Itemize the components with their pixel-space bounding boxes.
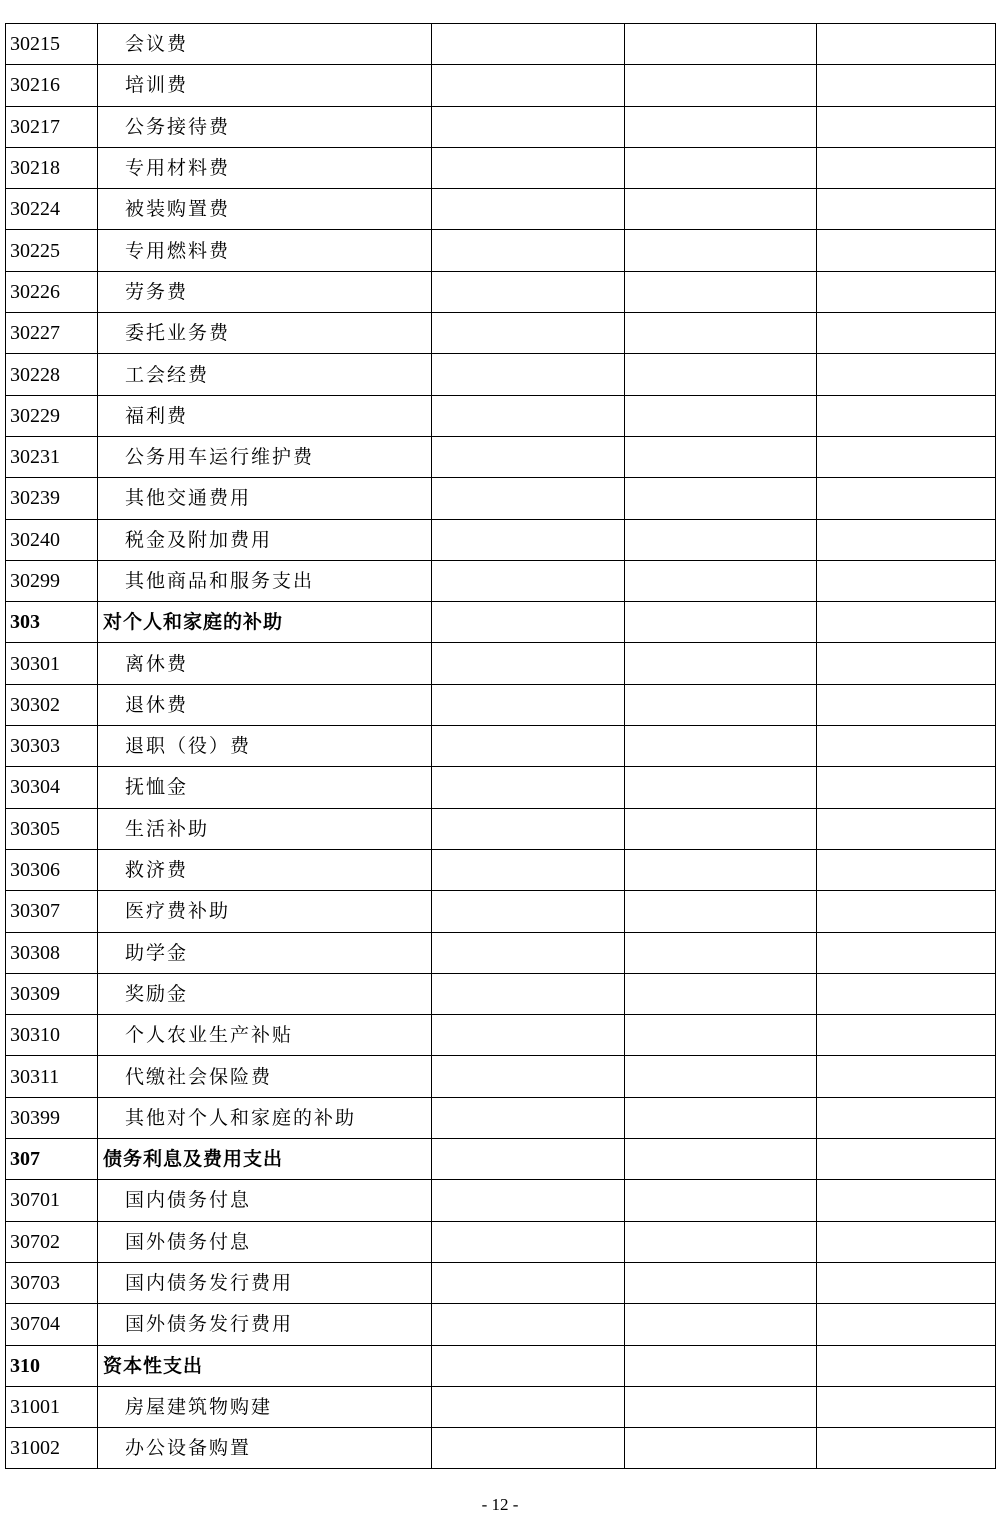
- amount-cell: [625, 973, 817, 1014]
- account-name-cell: 专用燃料费: [98, 230, 432, 271]
- amount-cell: [432, 849, 625, 890]
- amount-cell: [625, 1345, 817, 1386]
- account-code-cell: 30299: [6, 560, 98, 601]
- amount-cell: [817, 313, 996, 354]
- account-code-cell: 30311: [6, 1056, 98, 1097]
- amount-cell: [817, 1097, 996, 1138]
- account-name-cell: 办公设备购置: [98, 1428, 432, 1469]
- amount-cell: [625, 726, 817, 767]
- table-row: [6, 1221, 996, 1262]
- table-row: [6, 1056, 996, 1097]
- account-code-cell: 30703: [6, 1262, 98, 1303]
- account-code-cell: 30303: [6, 726, 98, 767]
- amount-cell: [817, 726, 996, 767]
- account-name-cell: 抚恤金: [98, 767, 432, 808]
- account-code-cell: 31001: [6, 1386, 98, 1427]
- table-row: [6, 106, 996, 147]
- account-name-cell: 工会经费: [98, 354, 432, 395]
- amount-cell: [432, 24, 625, 65]
- account-name-cell: 医疗费补助: [98, 891, 432, 932]
- account-name-cell: 个人农业生产补贴: [98, 1015, 432, 1056]
- account-code-cell: 30701: [6, 1180, 98, 1221]
- account-code-cell: 307: [6, 1139, 98, 1180]
- category-row: [6, 1139, 996, 1180]
- account-name-cell: 房屋建筑物购建: [98, 1386, 432, 1427]
- amount-cell: [817, 767, 996, 808]
- amount-cell: [625, 1015, 817, 1056]
- table-row: [6, 808, 996, 849]
- table-row: [6, 973, 996, 1014]
- account-name-cell: 生活补助: [98, 808, 432, 849]
- account-name-cell: 国内债务发行费用: [98, 1262, 432, 1303]
- table-row: [6, 560, 996, 601]
- amount-cell: [817, 519, 996, 560]
- amount-cell: [432, 189, 625, 230]
- table-row: [6, 1015, 996, 1056]
- amount-cell: [432, 767, 625, 808]
- account-code-cell: 30704: [6, 1304, 98, 1345]
- amount-cell: [432, 436, 625, 477]
- amount-cell: [432, 684, 625, 725]
- table-row: [6, 519, 996, 560]
- account-code-cell: 30308: [6, 932, 98, 973]
- amount-cell: [817, 560, 996, 601]
- amount-cell: [817, 1304, 996, 1345]
- account-code-cell: 30309: [6, 973, 98, 1014]
- amount-cell: [625, 1180, 817, 1221]
- amount-cell: [432, 891, 625, 932]
- account-code-cell: 303: [6, 602, 98, 643]
- table-row: [6, 1386, 996, 1427]
- amount-cell: [817, 1262, 996, 1303]
- amount-cell: [432, 1056, 625, 1097]
- amount-cell: [625, 1139, 817, 1180]
- account-code-cell: 30702: [6, 1221, 98, 1262]
- account-name-cell: 劳务费: [98, 271, 432, 312]
- table-row: [6, 436, 996, 477]
- amount-cell: [625, 436, 817, 477]
- account-code-cell: 30229: [6, 395, 98, 436]
- amount-cell: [817, 271, 996, 312]
- amount-cell: [432, 932, 625, 973]
- amount-cell: [817, 354, 996, 395]
- account-code-cell: 30228: [6, 354, 98, 395]
- account-name-cell: 其他商品和服务支出: [98, 560, 432, 601]
- account-name-cell: 资本性支出: [98, 1345, 432, 1386]
- account-code-cell: 30227: [6, 313, 98, 354]
- category-row: [6, 1345, 996, 1386]
- amount-cell: [432, 519, 625, 560]
- amount-cell: [817, 932, 996, 973]
- account-name-cell: 公务用车运行维护费: [98, 436, 432, 477]
- amount-cell: [625, 1221, 817, 1262]
- account-code-cell: 30305: [6, 808, 98, 849]
- amount-cell: [817, 478, 996, 519]
- table-body: [6, 24, 996, 1469]
- amount-cell: [817, 1015, 996, 1056]
- amount-cell: [817, 808, 996, 849]
- amount-cell: [432, 147, 625, 188]
- account-code-cell: 30239: [6, 478, 98, 519]
- account-code-cell: 310: [6, 1345, 98, 1386]
- amount-cell: [625, 1386, 817, 1427]
- amount-cell: [817, 849, 996, 890]
- table-row: [6, 189, 996, 230]
- table-row: [6, 354, 996, 395]
- table-row: [6, 1428, 996, 1469]
- account-code-cell: 30225: [6, 230, 98, 271]
- account-code-cell: 30399: [6, 1097, 98, 1138]
- account-name-cell: 被装购置费: [98, 189, 432, 230]
- amount-cell: [625, 1428, 817, 1469]
- account-name-cell: 委托业务费: [98, 313, 432, 354]
- account-code-cell: 30302: [6, 684, 98, 725]
- amount-cell: [432, 1262, 625, 1303]
- amount-cell: [432, 478, 625, 519]
- amount-cell: [817, 684, 996, 725]
- account-name-cell: 会议费: [98, 24, 432, 65]
- amount-cell: [432, 1180, 625, 1221]
- account-name-cell: 其他交通费用: [98, 478, 432, 519]
- amount-cell: [432, 1386, 625, 1427]
- table-row: [6, 643, 996, 684]
- amount-cell: [625, 684, 817, 725]
- amount-cell: [625, 1262, 817, 1303]
- table-row: [6, 849, 996, 890]
- amount-cell: [625, 767, 817, 808]
- amount-cell: [817, 643, 996, 684]
- account-name-cell: 福利费: [98, 395, 432, 436]
- amount-cell: [432, 1097, 625, 1138]
- table-row: [6, 1262, 996, 1303]
- account-name-cell: 退职（役）费: [98, 726, 432, 767]
- amount-cell: [625, 849, 817, 890]
- amount-cell: [432, 808, 625, 849]
- amount-cell: [817, 1345, 996, 1386]
- account-code-cell: 30301: [6, 643, 98, 684]
- amount-cell: [625, 313, 817, 354]
- amount-cell: [817, 65, 996, 106]
- amount-cell: [625, 24, 817, 65]
- amount-cell: [432, 1345, 625, 1386]
- amount-cell: [817, 1428, 996, 1469]
- amount-cell: [817, 602, 996, 643]
- amount-cell: [817, 24, 996, 65]
- account-code-cell: 30217: [6, 106, 98, 147]
- amount-cell: [432, 643, 625, 684]
- table-row: [6, 271, 996, 312]
- account-code-cell: 30231: [6, 436, 98, 477]
- table-row: [6, 684, 996, 725]
- amount-cell: [625, 932, 817, 973]
- amount-cell: [432, 560, 625, 601]
- table-row: [6, 767, 996, 808]
- table-row: [6, 313, 996, 354]
- account-name-cell: 培训费: [98, 65, 432, 106]
- table-row: [6, 1097, 996, 1138]
- amount-cell: [432, 230, 625, 271]
- account-name-cell: 国内债务付息: [98, 1180, 432, 1221]
- amount-cell: [625, 271, 817, 312]
- amount-cell: [432, 1428, 625, 1469]
- expenditure-table: [5, 23, 996, 1469]
- account-name-cell: 债务利息及费用支出: [98, 1139, 432, 1180]
- amount-cell: [625, 643, 817, 684]
- amount-cell: [817, 230, 996, 271]
- amount-cell: [432, 1139, 625, 1180]
- amount-cell: [817, 1180, 996, 1221]
- amount-cell: [625, 519, 817, 560]
- account-code-cell: 30304: [6, 767, 98, 808]
- account-code-cell: 30307: [6, 891, 98, 932]
- table-row: [6, 891, 996, 932]
- amount-cell: [432, 106, 625, 147]
- table-row: [6, 932, 996, 973]
- amount-cell: [817, 1221, 996, 1262]
- amount-cell: [625, 354, 817, 395]
- account-code-cell: 31002: [6, 1428, 98, 1469]
- amount-cell: [625, 1097, 817, 1138]
- table-row: [6, 65, 996, 106]
- account-code-cell: 30215: [6, 24, 98, 65]
- table-row: [6, 1180, 996, 1221]
- amount-cell: [432, 1221, 625, 1262]
- amount-cell: [432, 271, 625, 312]
- account-name-cell: 专用材料费: [98, 147, 432, 188]
- amount-cell: [817, 436, 996, 477]
- category-row: [6, 602, 996, 643]
- page-number: - 12 -: [481, 1495, 519, 1514]
- amount-cell: [817, 395, 996, 436]
- account-name-cell: 退休费: [98, 684, 432, 725]
- account-name-cell: 公务接待费: [98, 106, 432, 147]
- table-row: [6, 478, 996, 519]
- account-name-cell: 奖励金: [98, 973, 432, 1014]
- account-code-cell: 30310: [6, 1015, 98, 1056]
- amount-cell: [432, 973, 625, 1014]
- amount-cell: [625, 147, 817, 188]
- amount-cell: [432, 602, 625, 643]
- account-code-cell: 30226: [6, 271, 98, 312]
- amount-cell: [625, 65, 817, 106]
- amount-cell: [432, 1304, 625, 1345]
- account-name-cell: 救济费: [98, 849, 432, 890]
- table-row: [6, 230, 996, 271]
- account-name-cell: 税金及附加费用: [98, 519, 432, 560]
- table-row: [6, 24, 996, 65]
- amount-cell: [432, 65, 625, 106]
- amount-cell: [625, 560, 817, 601]
- table-row: [6, 726, 996, 767]
- account-code-cell: 30240: [6, 519, 98, 560]
- amount-cell: [625, 395, 817, 436]
- amount-cell: [625, 891, 817, 932]
- amount-cell: [625, 189, 817, 230]
- account-name-cell: 国外债务付息: [98, 1221, 432, 1262]
- table-row: [6, 1304, 996, 1345]
- amount-cell: [817, 106, 996, 147]
- amount-cell: [432, 726, 625, 767]
- account-name-cell: 其他对个人和家庭的补助: [98, 1097, 432, 1138]
- amount-cell: [625, 808, 817, 849]
- account-name-cell: 国外债务发行费用: [98, 1304, 432, 1345]
- amount-cell: [432, 354, 625, 395]
- amount-cell: [817, 1139, 996, 1180]
- account-code-cell: 30216: [6, 65, 98, 106]
- amount-cell: [432, 395, 625, 436]
- amount-cell: [817, 147, 996, 188]
- amount-cell: [625, 1056, 817, 1097]
- amount-cell: [817, 1386, 996, 1427]
- account-name-cell: 代缴社会保险费: [98, 1056, 432, 1097]
- account-code-cell: 30306: [6, 849, 98, 890]
- amount-cell: [817, 973, 996, 1014]
- account-name-cell: 离休费: [98, 643, 432, 684]
- amount-cell: [625, 230, 817, 271]
- account-name-cell: 助学金: [98, 932, 432, 973]
- account-name-cell: 对个人和家庭的补助: [98, 602, 432, 643]
- amount-cell: [432, 1015, 625, 1056]
- amount-cell: [625, 478, 817, 519]
- amount-cell: [817, 1056, 996, 1097]
- table-row: [6, 147, 996, 188]
- account-code-cell: 30224: [6, 189, 98, 230]
- table-row: [6, 395, 996, 436]
- amount-cell: [432, 313, 625, 354]
- amount-cell: [817, 189, 996, 230]
- amount-cell: [625, 602, 817, 643]
- amount-cell: [817, 891, 996, 932]
- amount-cell: [625, 1304, 817, 1345]
- amount-cell: [625, 106, 817, 147]
- account-code-cell: 30218: [6, 147, 98, 188]
